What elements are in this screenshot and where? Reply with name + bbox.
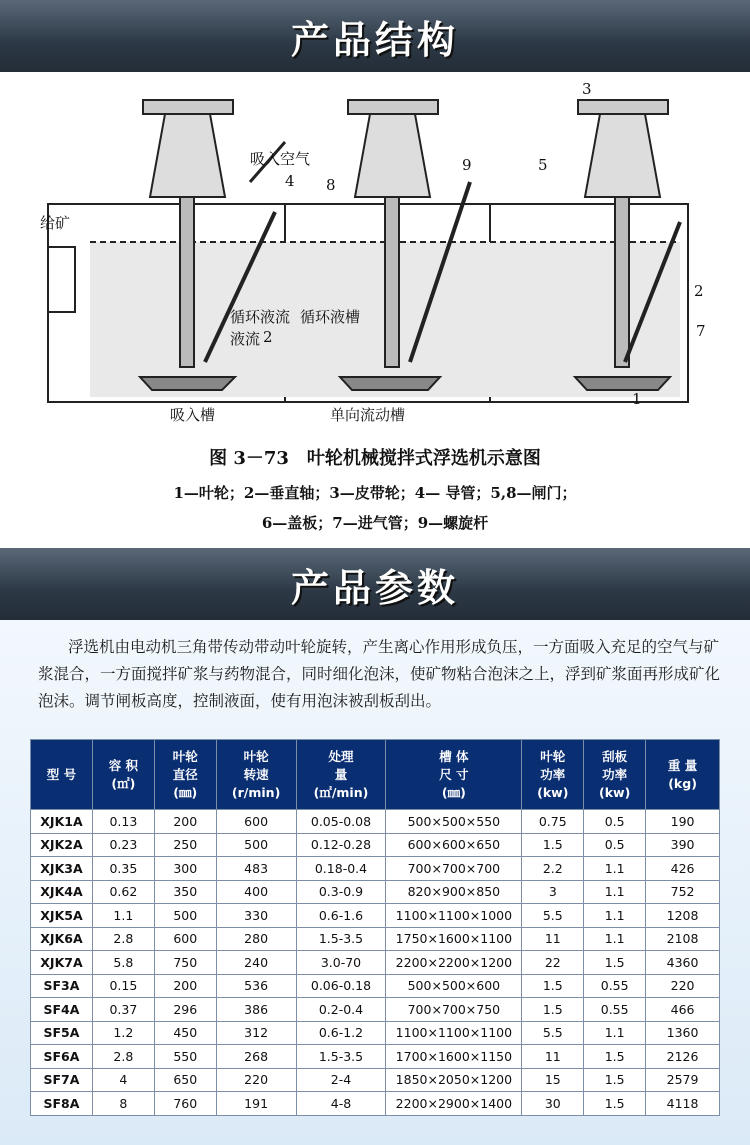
column-header bbox=[31, 740, 93, 810]
label-n5: 5 bbox=[538, 156, 548, 174]
column-header-line: 功率 bbox=[602, 766, 628, 782]
table-cell: 0.15 bbox=[92, 974, 154, 998]
table-cell: 191 bbox=[216, 1092, 296, 1116]
figure-caption: 图 3－73 叶轮机械搅拌式浮选机示意图 bbox=[209, 448, 541, 469]
table-cell: 500×500×600 bbox=[386, 974, 522, 998]
table-cell: 200 bbox=[154, 810, 216, 834]
table-cell: 5.5 bbox=[522, 904, 584, 928]
model-cell: SF5A bbox=[31, 1021, 93, 1045]
column-header-line: 功率 bbox=[540, 766, 566, 782]
table-cell: 30 bbox=[522, 1092, 584, 1116]
column-header bbox=[216, 740, 296, 810]
label-circulating-tank: 循环液槽 bbox=[300, 308, 361, 326]
table-row bbox=[31, 880, 720, 904]
table-row bbox=[31, 1092, 720, 1116]
label-circulating-fluid: 循环液流 bbox=[230, 308, 291, 326]
column-header bbox=[296, 740, 386, 810]
table-cell: 1.5 bbox=[522, 998, 584, 1022]
table-cell: 0.06-0.18 bbox=[296, 974, 386, 998]
table-cell: 1.5-3.5 bbox=[296, 1045, 386, 1069]
column-header bbox=[386, 740, 522, 810]
intro-paragraph: 浮选机由电动机三角带传动带动叶轮旋转，产生离心作用形成负压，一方面吸入充足的空气与矿浆混合，一方面搅拌矿浆与药物混合，同时细化泡沫，使矿物粘合泡沫之上，浮到矿浆面再形成矿化泡沫。调节闸板高度，控制液面，使有用泡沫被刮板刮出。 bbox=[38, 638, 721, 710]
table-cell: 700×700×700 bbox=[386, 857, 522, 881]
column-header-line: (kw) bbox=[599, 784, 631, 800]
label-n7: 7 bbox=[696, 322, 706, 340]
table-cell: 4-8 bbox=[296, 1092, 386, 1116]
table-cell: 1.1 bbox=[584, 904, 646, 928]
table-cell: 22 bbox=[522, 951, 584, 975]
table-cell: 426 bbox=[646, 857, 720, 881]
table-cell: 2-4 bbox=[296, 1068, 386, 1092]
table-cell: 0.5 bbox=[584, 833, 646, 857]
label-circulating-fluid-2: 液流 bbox=[230, 330, 261, 348]
column-header-line: 槽 体 bbox=[439, 748, 469, 764]
table-cell: 300 bbox=[154, 857, 216, 881]
column-header-line: 转速 bbox=[243, 766, 269, 782]
table-cell: 280 bbox=[216, 927, 296, 951]
table-cell: 0.05-0.08 bbox=[296, 810, 386, 834]
table-cell: 330 bbox=[216, 904, 296, 928]
table-cell: 312 bbox=[216, 1021, 296, 1045]
table-cell: 1700×1600×1150 bbox=[386, 1045, 522, 1069]
table-cell: 2126 bbox=[646, 1045, 720, 1069]
column-header bbox=[154, 740, 216, 810]
model-cell: XJK3A bbox=[31, 857, 93, 881]
model-cell: XJK2A bbox=[31, 833, 93, 857]
model-cell: XJK7A bbox=[31, 951, 93, 975]
column-header-line: 叶轮 bbox=[243, 748, 269, 764]
table-cell: 250 bbox=[154, 833, 216, 857]
model-cell: XJK4A bbox=[31, 880, 93, 904]
model-cell: SF8A bbox=[31, 1092, 93, 1116]
table-cell: 1.5 bbox=[522, 833, 584, 857]
section-title: 产品参数 bbox=[290, 565, 459, 610]
table-cell: 750 bbox=[154, 951, 216, 975]
column-header-line: 型 号 bbox=[46, 766, 77, 782]
column-header-line: 量 bbox=[334, 766, 348, 782]
label-suction-tank: 吸入槽 bbox=[170, 406, 216, 424]
table-cell: 550 bbox=[154, 1045, 216, 1069]
label-n4: 4 bbox=[285, 172, 295, 190]
table-header-row bbox=[31, 740, 720, 810]
column-header-line: (kg) bbox=[668, 775, 697, 791]
table-row bbox=[31, 833, 720, 857]
column-header-line: 容 积 bbox=[108, 757, 139, 773]
table-cell: 2.8 bbox=[92, 1045, 154, 1069]
table-row bbox=[31, 1021, 720, 1045]
table-cell: 500×500×550 bbox=[386, 810, 522, 834]
table-cell: 650 bbox=[154, 1068, 216, 1092]
table-cell: 1850×2050×1200 bbox=[386, 1068, 522, 1092]
column-header bbox=[522, 740, 584, 810]
model-cell: XJK5A bbox=[31, 904, 93, 928]
column-header-line: 叶轮 bbox=[172, 748, 198, 764]
column-header bbox=[584, 740, 646, 810]
table-cell: 220 bbox=[646, 974, 720, 998]
table-cell: 760 bbox=[154, 1092, 216, 1116]
table-cell: 1.1 bbox=[584, 880, 646, 904]
table-row bbox=[31, 974, 720, 998]
table-cell: 752 bbox=[646, 880, 720, 904]
table-row bbox=[31, 1045, 720, 1069]
column-header-line: (㎜) bbox=[441, 784, 466, 800]
table-cell: 0.75 bbox=[522, 810, 584, 834]
table-cell: 3.0-70 bbox=[296, 951, 386, 975]
table-cell: 600×600×650 bbox=[386, 833, 522, 857]
table-cell: 390 bbox=[646, 833, 720, 857]
table-cell: 386 bbox=[216, 998, 296, 1022]
figure-legend-line-1: 1—叶轮；2—垂直轴；3—皮带轮；4— 导管；5,8—闸门； bbox=[173, 484, 577, 502]
table-cell: 700×700×750 bbox=[386, 998, 522, 1022]
model-cell: SF6A bbox=[31, 1045, 93, 1069]
table-row bbox=[31, 927, 720, 951]
column-header-line: 处理 bbox=[328, 748, 354, 764]
table-cell: 1.1 bbox=[584, 1021, 646, 1045]
model-cell: XJK1A bbox=[31, 810, 93, 834]
table-cell: 2200×2900×1400 bbox=[386, 1092, 522, 1116]
table-cell: 11 bbox=[522, 927, 584, 951]
table-cell: 5.8 bbox=[92, 951, 154, 975]
table-cell: 0.6-1.2 bbox=[296, 1021, 386, 1045]
table-cell: 0.35 bbox=[92, 857, 154, 881]
table-cell: 2.2 bbox=[522, 857, 584, 881]
table-cell: 2108 bbox=[646, 927, 720, 951]
table-cell: 600 bbox=[154, 927, 216, 951]
table-cell: 1.1 bbox=[584, 857, 646, 881]
table-cell: 1.5 bbox=[584, 951, 646, 975]
table-cell: 1.5 bbox=[584, 1068, 646, 1092]
model-cell: SF4A bbox=[31, 998, 93, 1022]
column-header bbox=[92, 740, 154, 810]
table-cell: 500 bbox=[216, 833, 296, 857]
table-cell: 0.13 bbox=[92, 810, 154, 834]
table-cell: 190 bbox=[646, 810, 720, 834]
table-cell: 0.12-0.28 bbox=[296, 833, 386, 857]
column-header-line: (㎡) bbox=[111, 775, 136, 791]
table-row bbox=[31, 904, 720, 928]
label-air-intake: 吸入空气 bbox=[250, 150, 311, 168]
column-header bbox=[646, 740, 720, 810]
column-header-line: 直径 bbox=[172, 766, 198, 782]
label-n1: 1 bbox=[632, 390, 642, 408]
model-cell: SF7A bbox=[31, 1068, 93, 1092]
table-cell: 0.2-0.4 bbox=[296, 998, 386, 1022]
column-header-line: 尺 寸 bbox=[439, 766, 469, 782]
table-cell: 200 bbox=[154, 974, 216, 998]
label-n3: 3 bbox=[582, 80, 592, 98]
table-cell: 268 bbox=[216, 1045, 296, 1069]
table-cell: 4360 bbox=[646, 951, 720, 975]
diagram-illustration bbox=[0, 72, 750, 548]
section-banner-parameters bbox=[0, 548, 750, 620]
table-cell: 15 bbox=[522, 1068, 584, 1092]
column-header-line: 刮板 bbox=[602, 748, 628, 764]
table-cell: 466 bbox=[646, 998, 720, 1022]
table-row bbox=[31, 810, 720, 834]
table-cell: 0.55 bbox=[584, 974, 646, 998]
table-cell: 11 bbox=[522, 1045, 584, 1069]
table-cell: 5.5 bbox=[522, 1021, 584, 1045]
table-cell: 2200×2200×1200 bbox=[386, 951, 522, 975]
table-cell: 0.37 bbox=[92, 998, 154, 1022]
table-cell: 2.8 bbox=[92, 927, 154, 951]
label-one-way-tank: 单向流动槽 bbox=[330, 406, 406, 424]
spec-table bbox=[30, 739, 720, 1116]
table-cell: 296 bbox=[154, 998, 216, 1022]
table-cell: 1.5 bbox=[522, 974, 584, 998]
model-cell: SF3A bbox=[31, 974, 93, 998]
table-body bbox=[31, 810, 720, 1116]
label-feed: 给矿 bbox=[40, 214, 71, 232]
column-header-line: 叶轮 bbox=[540, 748, 566, 764]
table-cell: 220 bbox=[216, 1068, 296, 1092]
section-banner-structure bbox=[0, 0, 750, 72]
table-cell: 1208 bbox=[646, 904, 720, 928]
table-cell: 1.5-3.5 bbox=[296, 927, 386, 951]
table-cell: 1.5 bbox=[584, 1045, 646, 1069]
table-cell: 1360 bbox=[646, 1021, 720, 1045]
column-header-line: 重 量 bbox=[667, 757, 698, 773]
table-cell: 0.6-1.6 bbox=[296, 904, 386, 928]
table-cell: 600 bbox=[216, 810, 296, 834]
table-cell: 1.2 bbox=[92, 1021, 154, 1045]
table-cell: 350 bbox=[154, 880, 216, 904]
table-cell: 400 bbox=[216, 880, 296, 904]
table-cell: 1.1 bbox=[584, 927, 646, 951]
table-row bbox=[31, 1068, 720, 1092]
label-n2b: 2 bbox=[694, 282, 704, 300]
label-n9: 9 bbox=[462, 156, 472, 174]
table-cell: 0.62 bbox=[92, 880, 154, 904]
table-cell: 0.18-0.4 bbox=[296, 857, 386, 881]
table-cell: 4 bbox=[92, 1068, 154, 1092]
table-cell: 820×900×850 bbox=[386, 880, 522, 904]
table-cell: 0.5 bbox=[584, 810, 646, 834]
column-header-line: (kw) bbox=[537, 784, 569, 800]
column-header-line: (㎜) bbox=[173, 784, 198, 800]
table-cell: 4118 bbox=[646, 1092, 720, 1116]
table-cell: 1750×1600×1100 bbox=[386, 927, 522, 951]
table-cell: 2579 bbox=[646, 1068, 720, 1092]
figure-legend-line-2: 6—盖板；7—进气管；9—螺旋杆 bbox=[261, 514, 489, 532]
table-cell: 536 bbox=[216, 974, 296, 998]
table-row bbox=[31, 951, 720, 975]
flotation-machine-diagram bbox=[0, 72, 750, 548]
table-cell: 483 bbox=[216, 857, 296, 881]
table-row bbox=[31, 998, 720, 1022]
table-cell: 1.5 bbox=[584, 1092, 646, 1116]
table-cell: 500 bbox=[154, 904, 216, 928]
table-cell: 0.3-0.9 bbox=[296, 880, 386, 904]
section-title: 产品结构 bbox=[290, 17, 459, 62]
table-cell: 3 bbox=[522, 880, 584, 904]
table-cell: 0.23 bbox=[92, 833, 154, 857]
model-cell: XJK6A bbox=[31, 927, 93, 951]
table-cell: 240 bbox=[216, 951, 296, 975]
label-n2a: 2 bbox=[263, 328, 273, 346]
table-cell: 1.1 bbox=[92, 904, 154, 928]
table-row bbox=[31, 857, 720, 881]
table-cell: 8 bbox=[92, 1092, 154, 1116]
table-cell: 0.55 bbox=[584, 998, 646, 1022]
label-n8: 8 bbox=[326, 176, 336, 194]
table-cell: 1100×1100×1000 bbox=[386, 904, 522, 928]
column-header-line: (㎡/min) bbox=[313, 784, 369, 800]
table-cell: 1100×1100×1100 bbox=[386, 1021, 522, 1045]
table-cell: 450 bbox=[154, 1021, 216, 1045]
column-header-line: (r/min) bbox=[231, 784, 281, 800]
